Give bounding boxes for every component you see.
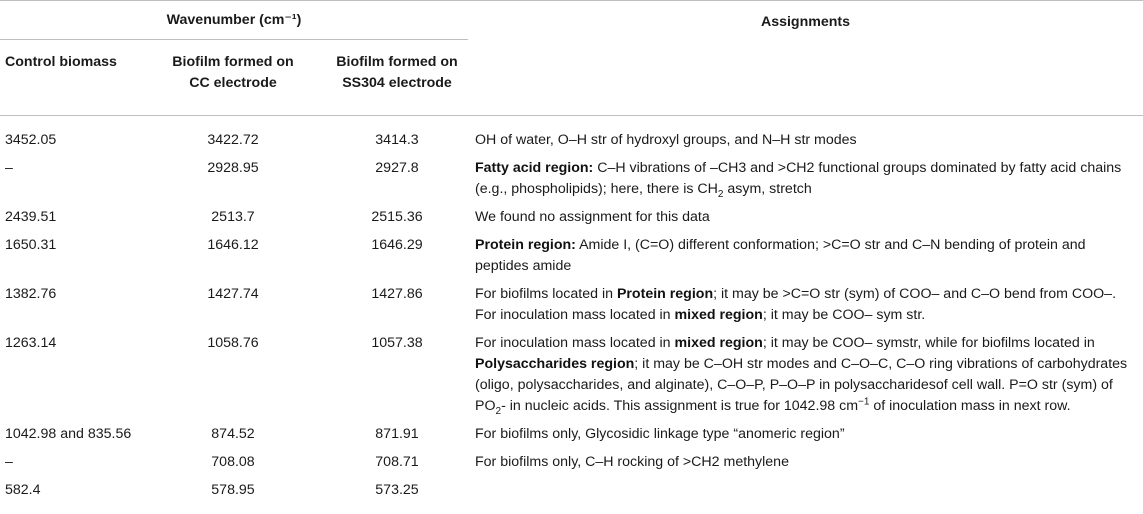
ss304-electrode-header: Biofilm formed on SS304 electrode	[326, 40, 468, 116]
assignment-cell: For inoculation mass located in mixed region; it may be COO– symstr, while for biofilms located in Polysaccharides region; it may be C–OH str modes and C–O–C, C–O ring vibrations of carbohydrates (oligo, polysaccharides, and alginate), C–O–P, P–O–P in polysaccharidesof cell wall. P=O str (sym) of $PO_2-$ in nucleic acids. This assignment is true for 1042.98 $cm^{-1}$ of inoculation mass in next row.	[475, 335, 1128, 417]
control-cell: –	[5, 160, 13, 176]
cc-cell: 578.95	[211, 482, 255, 498]
assignment-cell: For biofilms only, C–H rocking of >CH2 methylene	[475, 454, 789, 470]
assignment-cell: OH of water, O–H str of hydroxyl groups, and N–H str modes	[475, 132, 857, 148]
ss-cell: 1427.86	[371, 286, 423, 302]
control-cell: 2439.51	[5, 209, 57, 225]
cc-cell: 708.08	[211, 454, 255, 470]
cc-electrode-header: Biofilm formed on CC electrode	[140, 40, 326, 116]
assignment-cell	[468, 477, 1143, 505]
ss-cell: 708.71	[375, 454, 419, 470]
ss-cell: 2515.36	[371, 209, 423, 225]
ss-cell: 1646.29	[371, 237, 423, 253]
assignment-cell: We found no assignment for this data	[475, 209, 710, 225]
table-row	[0, 330, 1143, 421]
table-row	[0, 281, 1143, 330]
ss-cell: 3414.3	[375, 132, 419, 148]
control-cell: 1382.76	[5, 286, 57, 302]
table-row	[0, 421, 1143, 449]
control-cell: 1650.31	[5, 237, 57, 253]
control-biomass-header: Control biomass	[0, 40, 140, 116]
table-row	[0, 204, 1143, 232]
control-cell: 3452.05	[5, 132, 57, 148]
assignments-header: Assignments	[468, 1, 1143, 116]
table-row	[0, 232, 1143, 281]
cc-cell: 1646.12	[207, 237, 259, 253]
assignment-cell: For biofilms located in Protein region; it may be >C=O str (sym) of COO– and C–O bend from COO–. For inoculation mass located in mixed region; it may be COO– sym str.	[475, 286, 1117, 323]
ss-cell: 1057.38	[371, 335, 423, 351]
control-cell: –	[5, 454, 13, 470]
cc-cell: 2928.95	[207, 160, 259, 176]
table-row	[0, 155, 1143, 204]
ss-cell: 871.91	[375, 426, 419, 442]
assignment-cell: Fatty acid region: C–H vibrations of –CH3 and >CH2 functional groups dominated by fatty acid chains (e.g., phospholipids); here, there is $CH_2$ asym, stretch	[475, 160, 1122, 200]
ss-cell: 573.25	[375, 482, 419, 498]
wavenumber-group-header: Wavenumber (cm⁻¹)	[0, 1, 468, 40]
ss-cell: 2927.8	[375, 160, 419, 176]
assignment-cell: Protein region: Amide I, (C=O) different conformation; >C=O str and C–N bending of protein and peptides amide	[475, 237, 1086, 274]
cc-cell: 874.52	[211, 426, 255, 442]
cc-cell: 1427.74	[207, 286, 259, 302]
table-row	[0, 449, 1143, 477]
cc-cell: 3422.72	[207, 132, 259, 148]
control-cell: 1042.98 and 835.56	[5, 426, 132, 442]
control-cell: 582.4	[5, 482, 41, 498]
control-cell: 1263.14	[5, 335, 57, 351]
table-row	[0, 116, 1143, 156]
cc-cell: 2513.7	[211, 209, 255, 225]
assignment-cell: For biofilms only, Glycosidic linkage type “anomeric region”	[475, 426, 845, 442]
cc-cell: 1058.76	[207, 335, 259, 351]
table-row	[0, 477, 1143, 505]
